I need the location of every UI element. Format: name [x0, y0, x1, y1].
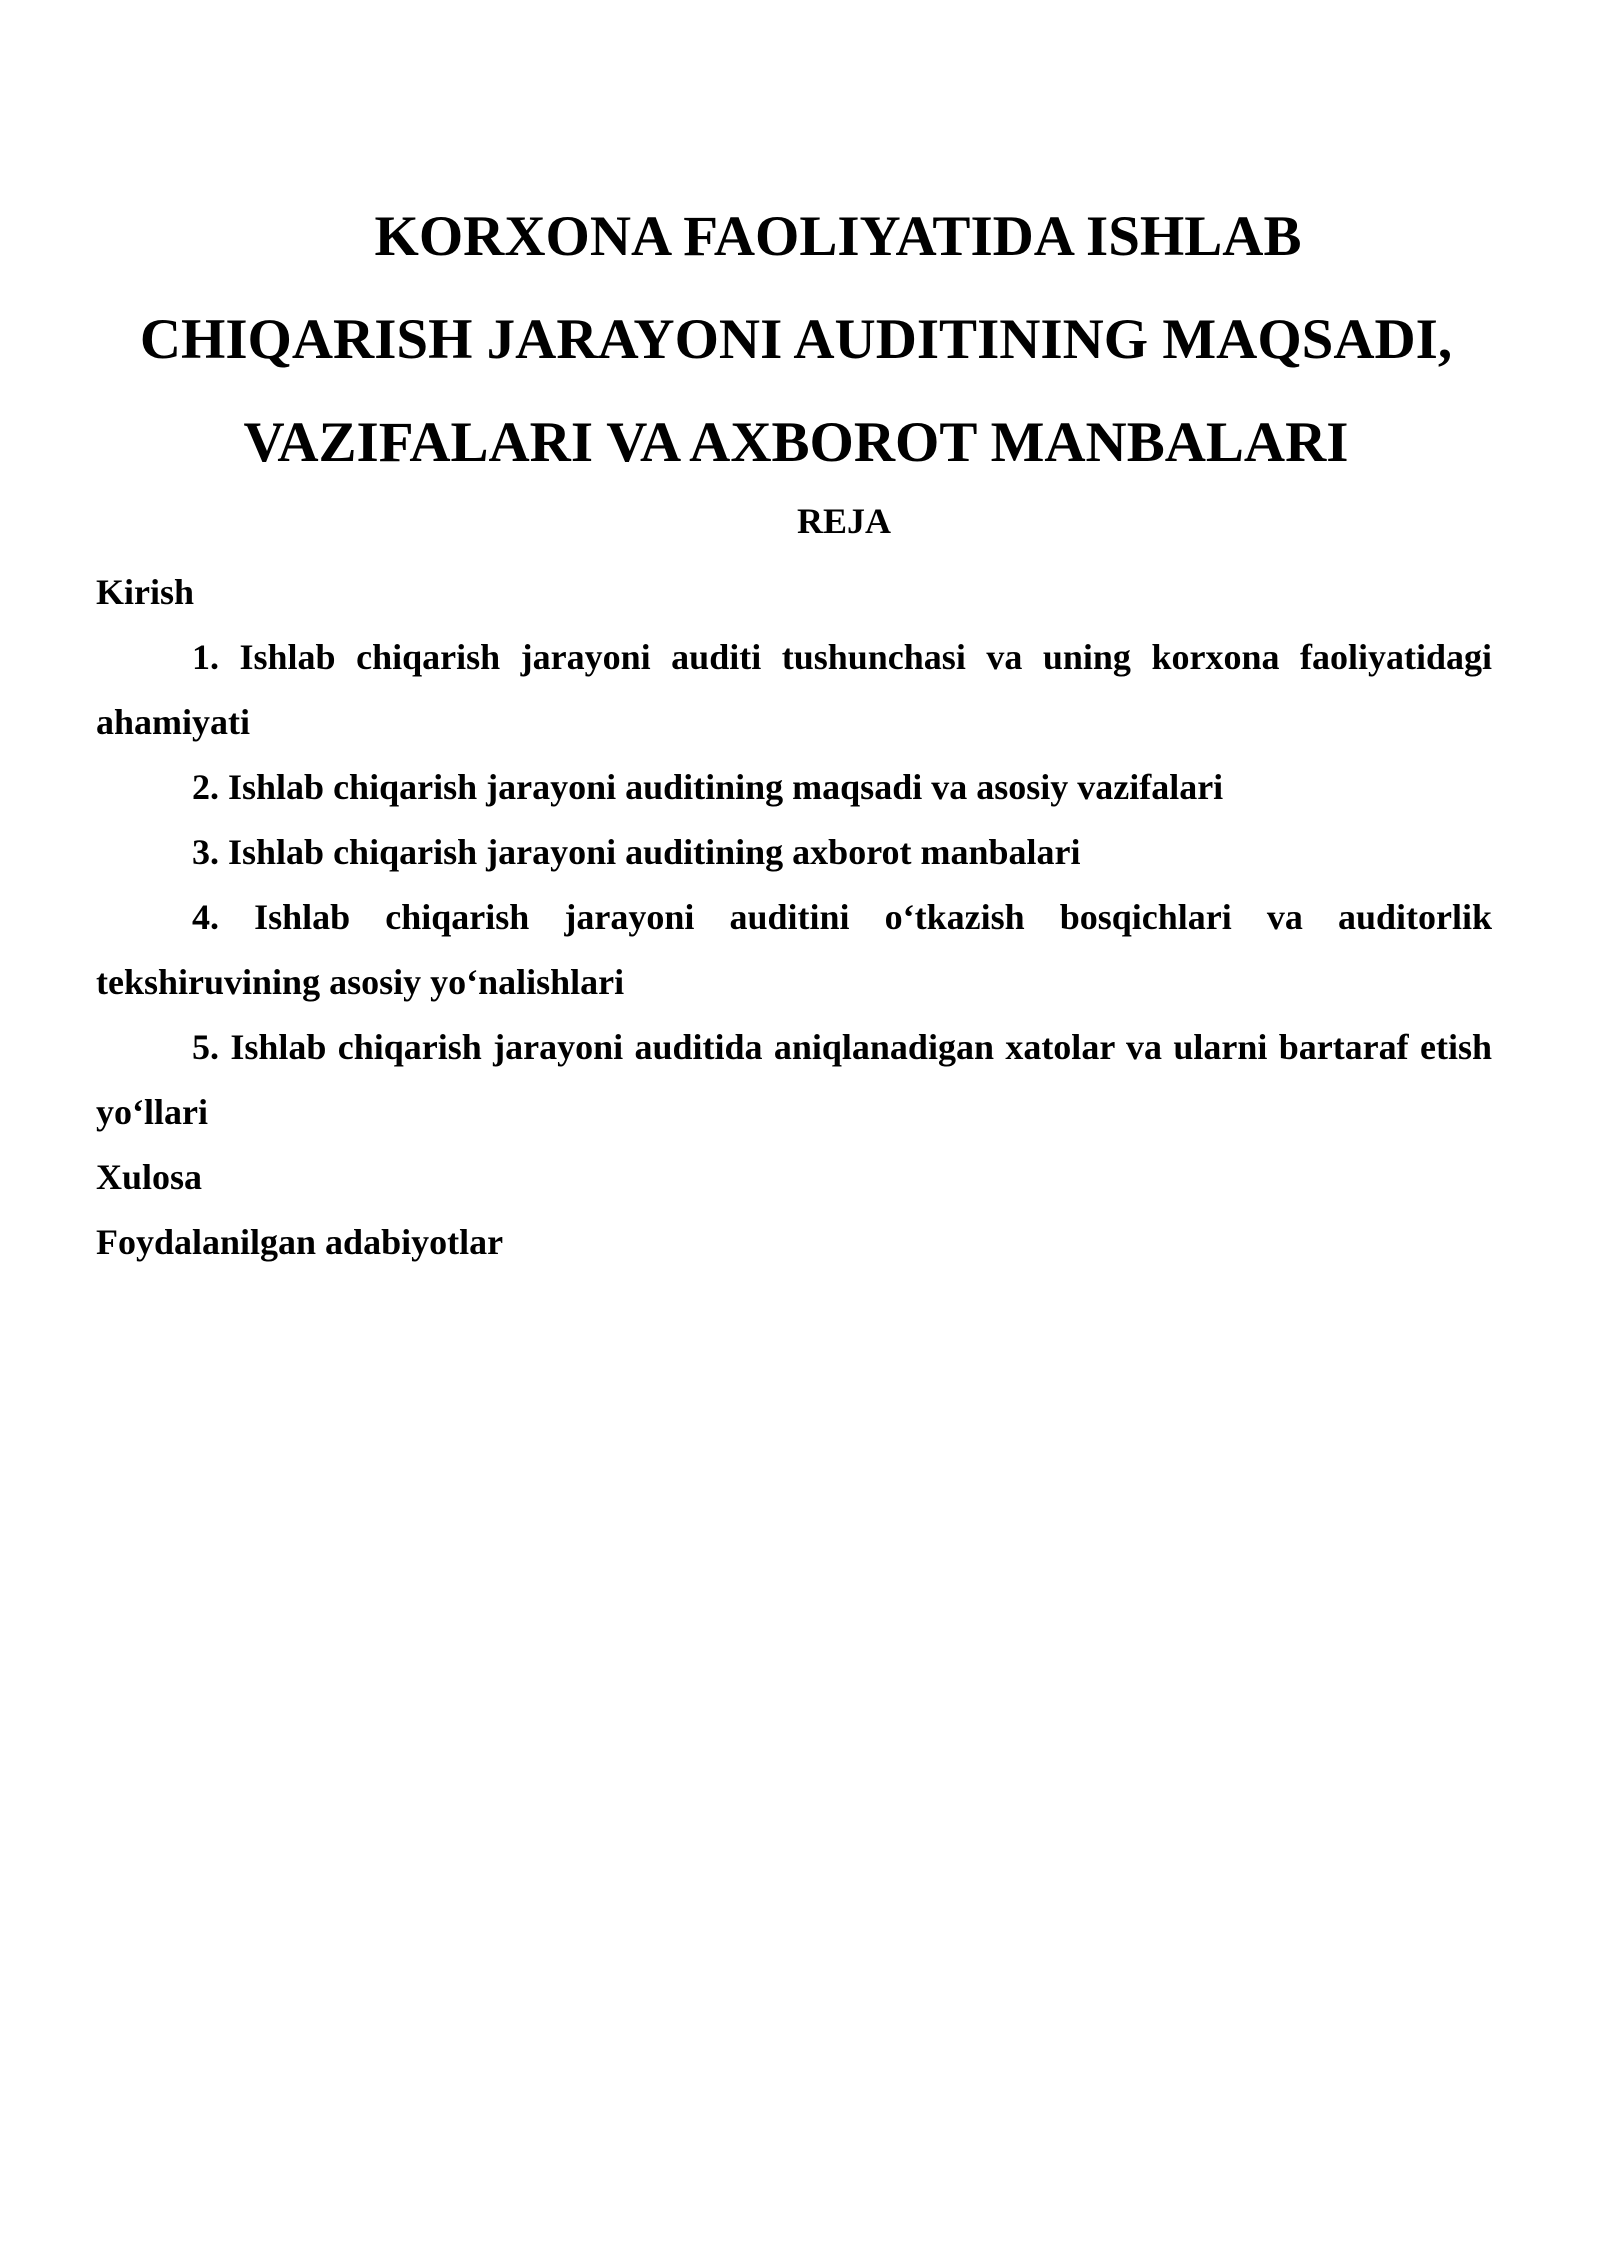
plan-intro: Kirish: [96, 572, 195, 612]
plan-item-1: 1. Ishlab chiqarish jarayoni auditi tushunchasi va uning korxona faoliyatidagi ahamiyati: [96, 637, 1492, 742]
title-line-2: CHIQARISH JARAYONI AUDITINING MAQSADI,: [139, 308, 1453, 371]
plan-list: [96, 560, 1492, 1275]
plan-heading: REJA: [796, 501, 891, 541]
plan-item-2: 2. Ishlab chiqarish jarayoni auditining maqsadi va asosiy vazifalari: [192, 767, 1224, 807]
title-line-1: KORXONA FAOLIYATIDA ISHLAB: [374, 205, 1302, 268]
title-line-3: VAZIFALARI VA AXBOROT MANBALARI: [243, 411, 1349, 474]
plan-item-5: 5. Ishlab chiqarish jarayoni auditida aniqlanadigan xatolar va ularni bartaraf etish yo‘llari: [96, 1027, 1492, 1132]
document-title: [96, 185, 1496, 494]
plan-item-4: 4. Ishlab chiqarish jarayoni auditini o‘tkazish bosqichlari va auditorlik tekshiruvining asosiy yo‘nalishlari: [96, 897, 1492, 1002]
plan-references: Foydalanilgan adabiyotlar: [96, 1222, 504, 1262]
plan-conclusion: Xulosa: [96, 1157, 203, 1197]
plan-item-3: 3. Ishlab chiqarish jarayoni auditining axborot manbalari: [192, 832, 1081, 872]
